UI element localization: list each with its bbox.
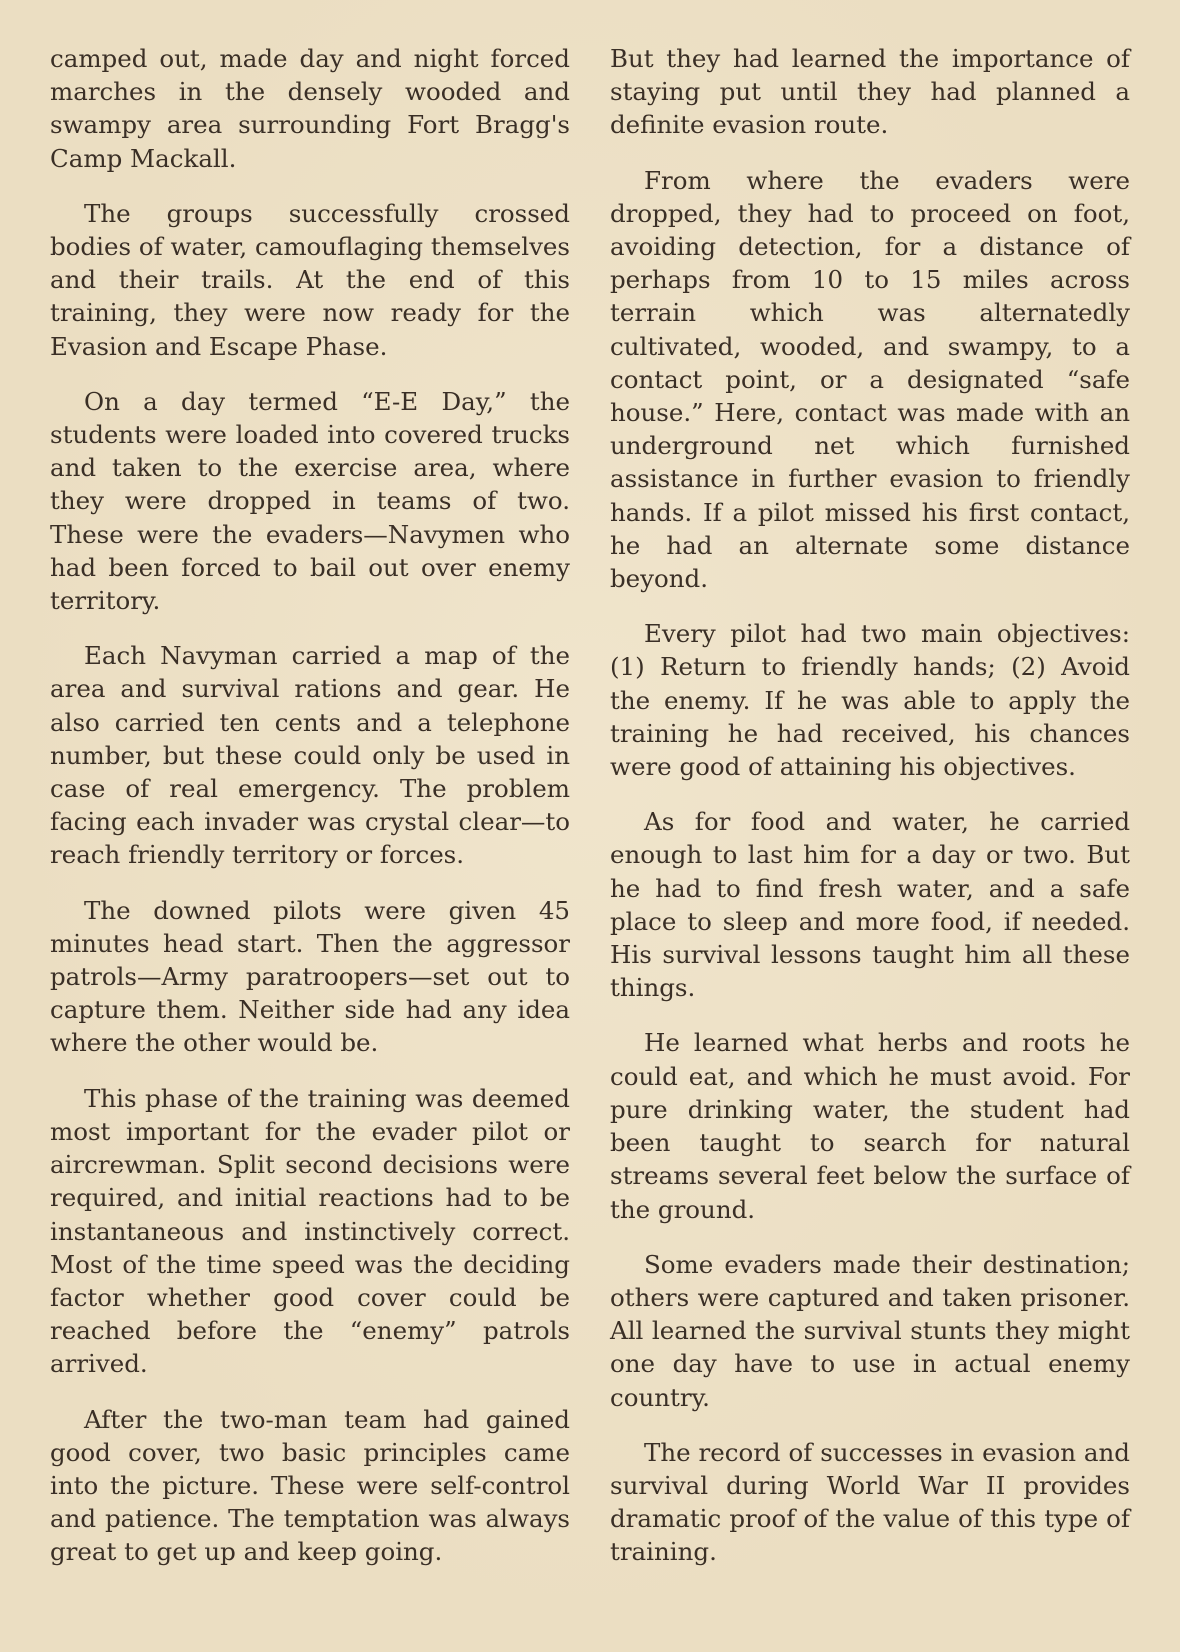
paragraph: This phase of the training was deemed most important for the evader pilot or aircrewman. Split second decisions were required, and initial reactions had to be instantaneous and instinctively correct. Most of the time speed was the deciding factor whether good cover could be reached before the “enemy” patrols arrived.: [50, 1083, 570, 1379]
paragraph: camped out, made day and night forced marches in the densely wooded and swampy area surrounding Fort Bragg's Camp Mackall.: [50, 44, 570, 173]
paragraph: The groups successfully crossed bodies of water, camouflaging themselves and their trails. At the end of this training, they were now ready for the Evasion and Escape Phase.: [50, 198, 570, 361]
paragraph: Some evaders made their destination; others were captured and taken prisoner. All learned the survival stunts they might one day have to use in actual enemy country.: [610, 1249, 1130, 1412]
paragraph: After the two-man team had gained good cover, two basic principles came into the picture. These were self-control and patience. The temptation was always great to get up and keep going.: [50, 1404, 570, 1567]
paragraph: The downed pilots were given 45 minutes head start. Then the aggressor patrols—Army paratroopers—set out to capture them. Neither side had any idea where the other would be.: [50, 895, 570, 1058]
paragraph: He learned what herbs and roots he could eat, and which he must avoid. For pure drinking water, the student had been taught to search for natural streams several feet below the surface of the ground.: [610, 1028, 1130, 1224]
paragraph: The record of successes in evasion and survival during World War II provides dramatic proof of the value of this type of training.: [610, 1437, 1130, 1567]
paragraph: Each Navyman carried a map of the area and survival rations and gear. He also carried ten cents and a telephone number, but these could only be used in case of real emergency. The problem facing each invader was crystal clear—to reach friendly territory or forces.: [50, 641, 570, 870]
paragraph: As for food and water, he carried enough to last him for a day or two. But he had to find fresh water, and a safe place to sleep and more food, if needed. His survival lessons taught him all these things.: [610, 807, 1130, 1003]
paragraph: Every pilot had two main objectives: (1) Return to friendly hands; (2) Avoid the enemy. If he was able to apply the training he had received, his chances were good of attaining his objectives.: [610, 619, 1130, 782]
paragraph: From where the evaders were dropped, they had to proceed on foot, avoiding detection, for a distance of perhaps from 10 to 15 miles across terrain which was alternatedly cultivated, wooded, and swampy, to a contact point, or a designated “safe house.” Here, contact was made with an underground net which furnished assistance in further evasion to friendly hands. If a pilot missed his first contact, he had an alternate some distance beyond.: [610, 165, 1130, 594]
left-text-column: [50, 42, 570, 1569]
paragraph: On a day termed “E-E Day,” the students were loaded into covered trucks and taken to the exercise area, where they were dropped in teams of two. These were the evaders—Navymen who had been forced to bail out over enemy territory.: [50, 386, 570, 616]
right-text-column: [610, 42, 1130, 1569]
paragraph: But they had learned the importance of staying put until they had planned a definite evasion route.: [610, 44, 1130, 140]
